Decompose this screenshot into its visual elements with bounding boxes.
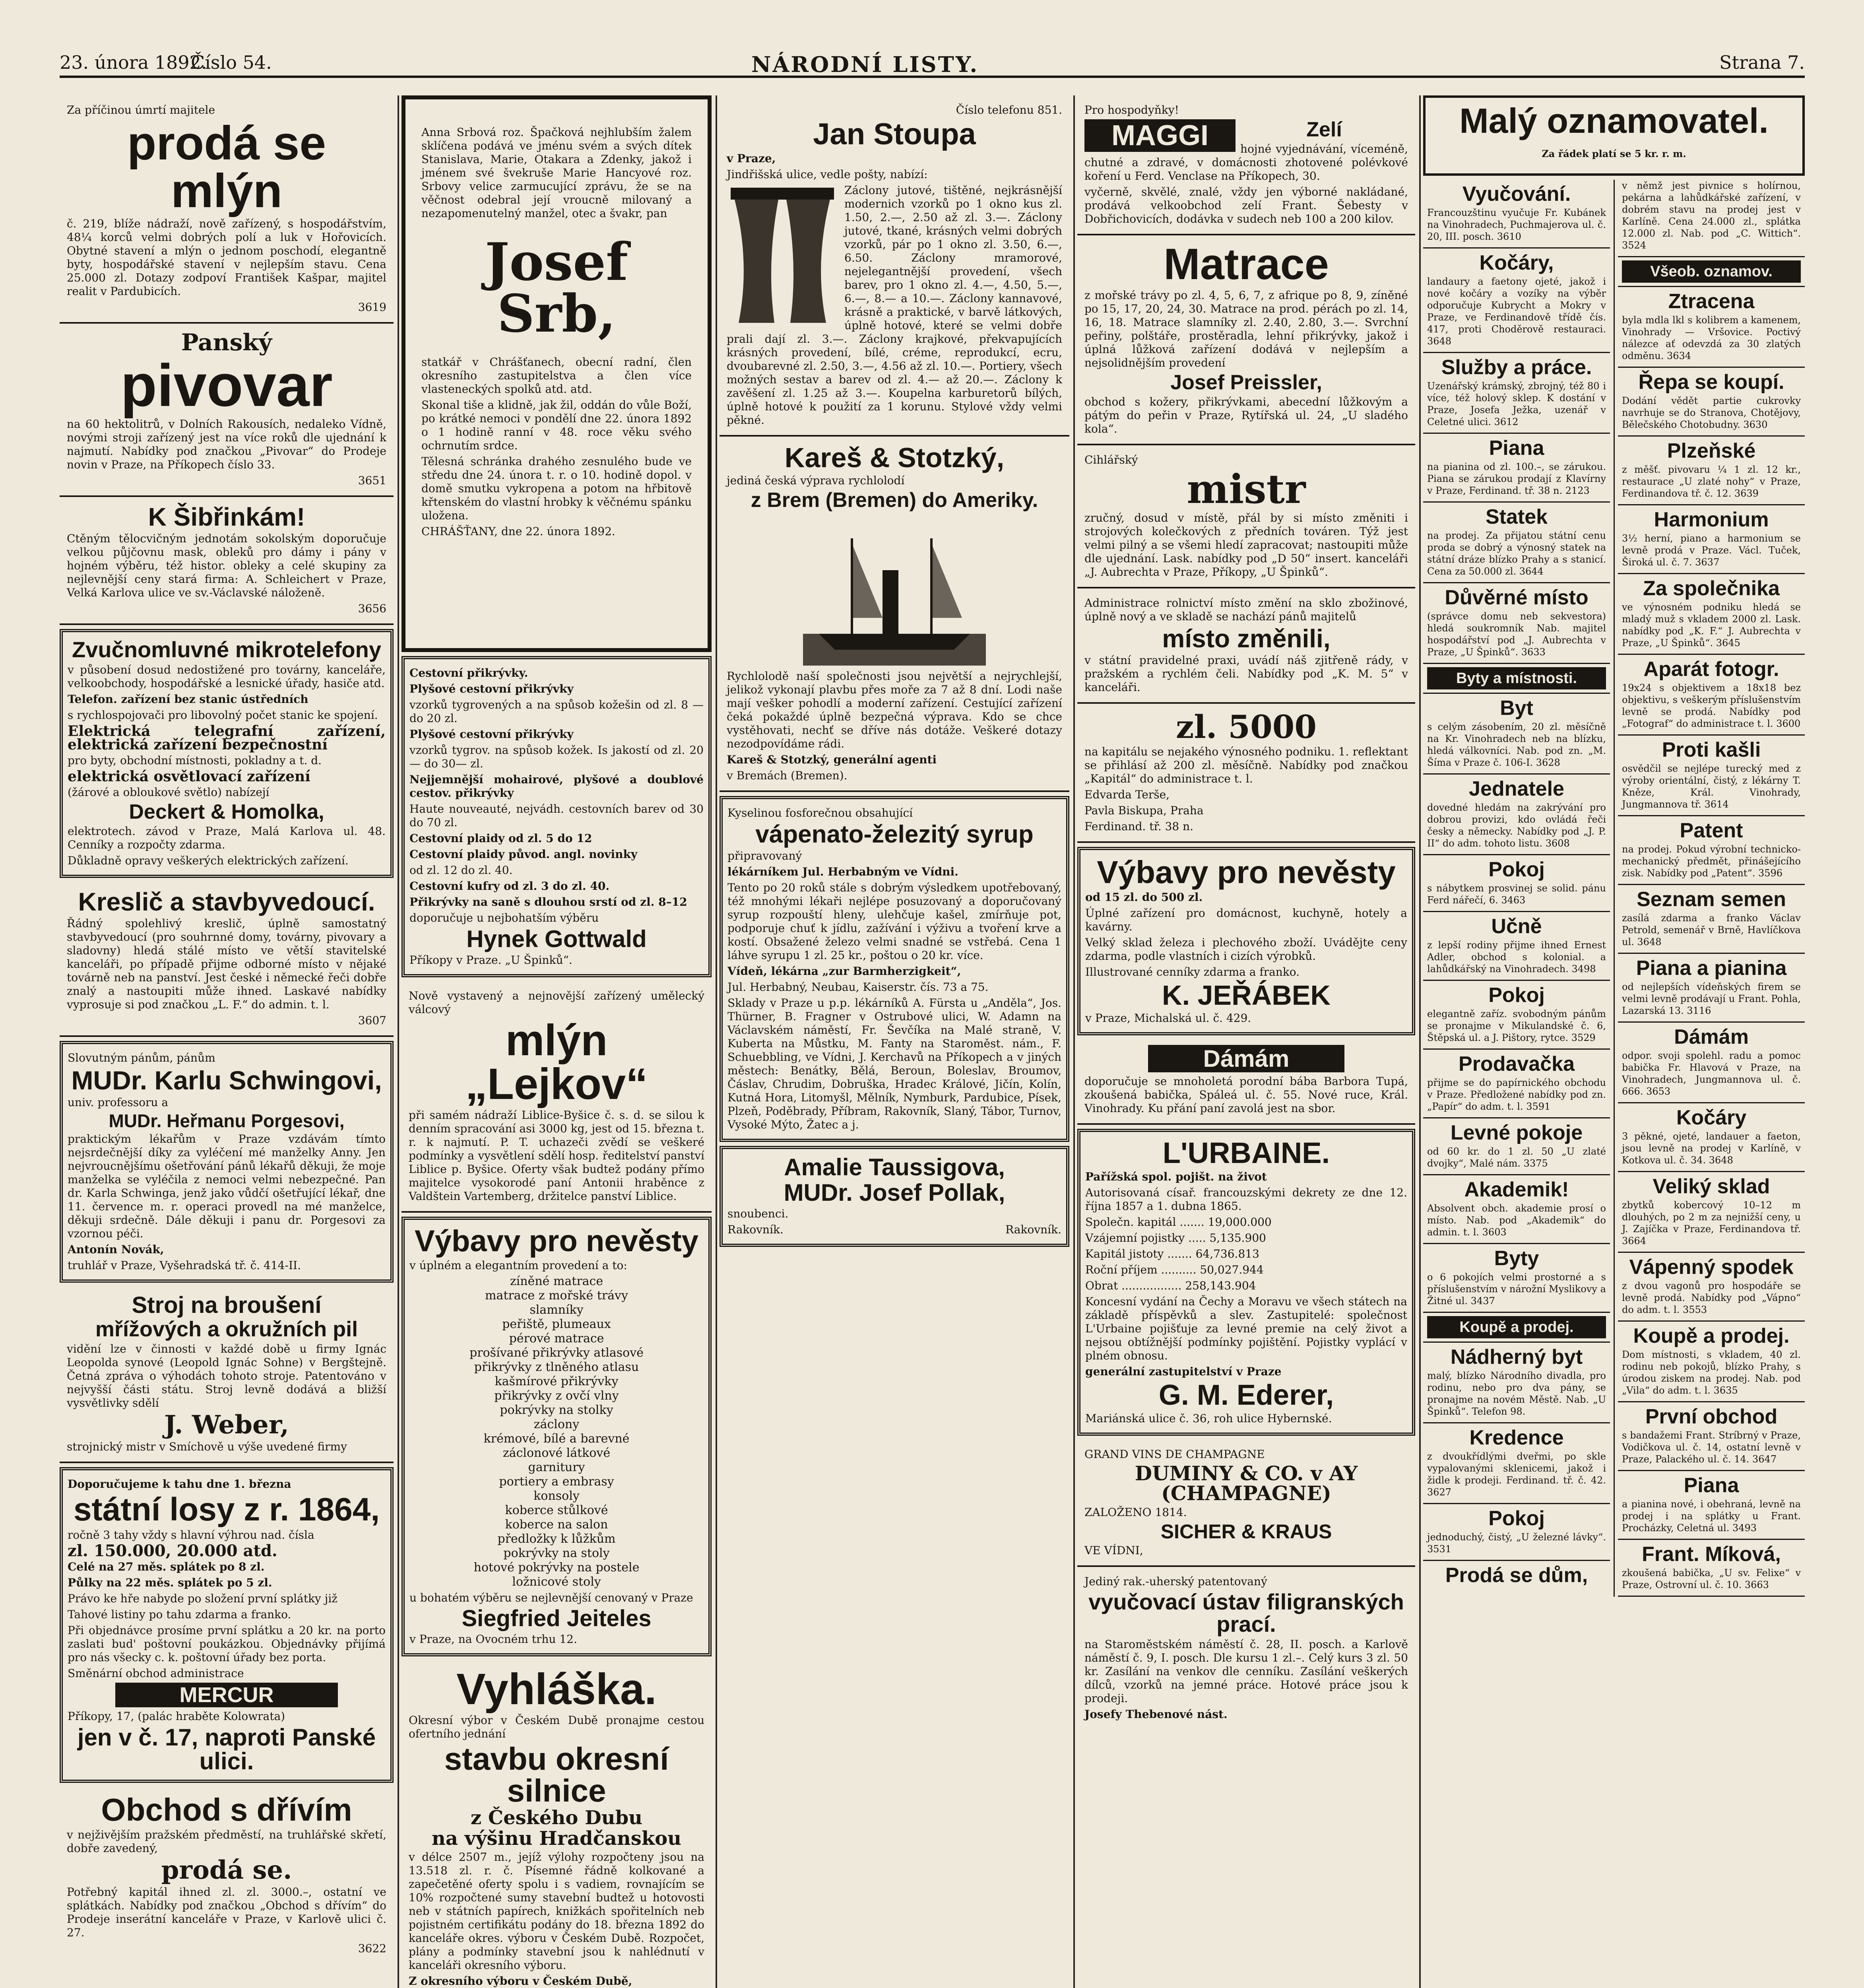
classified-heading: Koupě a prodej. (1427, 1316, 1606, 1338)
ad-brickmaster: Cihlářský mistr zručný, dosud v místě, přál by si místo změniti i strojových kolečkových z předních továren. Týž jest velmi pilný a se všemi hledí zapracovat; nastoupiti může dle ujednání. Lask. nabídky pod „D 50“ insert. kanceláři „J. Aubrechta v Praze, Příkopy, „U Špinků“. (1077, 445, 1415, 588)
classified-text: Dom místnosti, s vkladem, 40 zl. rodinu neb pokojů, blízko Prahy, s úrodou ziskem na prodej. Nab. pod „Vila“ do adm. t. l. 3635 (1622, 1349, 1801, 1396)
trousseau-item: matrace z mořské trávy (485, 1289, 628, 1303)
classified-text: dovedné hledám na zakrývání pro dobrou provizi, kdo ovládá řeči česky a německy. Nabídky pod „J. P. II“ do adm. tohoto listu. 3608 (1427, 802, 1606, 849)
classified-ad (1423, 180, 1610, 248)
ad-microtelephones: Zvučnomluvné mikrotelefony v působení dosud nedostižené pro továrny, kanceláře, velkoobchody, hospodářské a lesnické úřady, hasiče atd. Telefon. zařízení bez stanic ústředních s rychlospojovači pro libovolný počet stanic ke spojení. Elektrická telegrafní zařízení, elektrická zařízení bezpečnostní pro byty, obchodní místnosti, pokladny a t. d. elektrická osvětlovací zařízení (žárové a obloukové světlo) nabízejí Deckert & Homolka, elektrotech. závod v Praze, Malá Karlova ul. 48. Cenníky a rozpočty zdarma. Důkladně opravy veškerých elektrických zařízení. (60, 629, 394, 878)
ad-lejkov-mill: Nově vystavený a nejnovější zařízený umělecký válcový mlýn „Lejkov“ při samém nádraží Liblice-Byšice č. s. d. se silou k denním spracování asi 3000 kg, jest od 15. března t. r. k najmutí. P. T. uchazeči zvědí se veškeré podmínky a vysvětlení sdělí hosp. ředitelství panství Liblice p. Byšice. Oferty však budtež podány přímo majitelce vysokorodé paní Antonii hraběnce z Valdštein Vartemberg, držitelce panství Liblice. (402, 981, 712, 1213)
classified-heading: Důvěrné místo (1445, 586, 1589, 609)
column-2 (402, 95, 712, 1988)
ad-iron-syrup: Kyselinou fosforečnou obsahující vápenato-železitý syrup připravovaný lékárníkem Jul. Herbabným ve Vídni. Tento po 20 roků stále s dobrým výsledkem upotřebovaný, též mnohými lékaři nejlépe posuzovaný a doporučovaný syrup rozpouští hleny, ulehčuje kašel, zmírňuje pot, podporuje chuť k jídlu, zažívání i výživu a tvoření krve a kostí. Obsažené železo velmi snadné se vstřebá. Cena 1 láhve syrupu 1 zl. 25 kr., poštou o 20 kr. více. Vídeň, lékárna „zur Barmherzigkeit“, Jul. Herbabný, Neubau, Kaiserstr. čís. 73 a 75. Sklady v Praze u p.p. lékárníků A. Fürsta u „Anděla“, Jos. Thürner, B. Fragner v Ostrubové ulici, W. Adamn na Václavském náměstí, Fr. Ševčíka na Malé straně, V. Kuberta na Můstku, M. Fanty na Staroměst. nám., F. Schuebbling, ve Vídni, J. Kerchavů na Příkopech a v jiných městech: Benátky, Bělá, Beroun, Boleslav, Broumov, Čáslav, Chrudim, Dobruška, Hradec Králové, Jičín, Kolín, Kutná Hora, Litomyšl, Mělník, Nymburk, Pardubice, Písek, Plzeň, Poděbrady, Příbram, Rakovník, Slaný, Tábor, Turnov, Vysoké Mýto, Žatec a j. (720, 796, 1069, 1142)
classified-heading: Nádherný byt (1450, 1345, 1583, 1369)
classified-heading: Pokoj (1488, 1507, 1545, 1530)
classified-heading: Služby a práce. (1441, 356, 1592, 379)
ad-wood-shop: Obchod s dřívím v nejživějším pražském předměstí, na truhlářské skřetí, dobře zavedený, prodá se. Potřebný kapitál ihned zl. zl. 3000.–, ostatní ve splátkách. Nabídky pod značkou „Obchod s dřívím“ do Prodeje inserátní kanceláře v Praze, v Karlově ulici č. 27. 3622 (67, 1792, 386, 1955)
classified-ad (1618, 736, 1805, 816)
classified-text: s bandažemi Frant. Stríbrný v Praze, Vodičkova ul. č. 14, ostatní levně v Praze, Palackého ul. č. 14. 3647 (1622, 1430, 1801, 1465)
trousseau-item: pokrývky na stoly (503, 1546, 610, 1560)
ad-capital: zl. 5000 na kapitálu se nejakého výnosného podniku. 1. reflektant se přihlásí až 200 zl. měsíčně. Nabídky pod značkou „Kapitál“ do administrace t. l. Edvarda Terše, Pavla Biskupa, Praha Ferdinand. tř. 38 n. (1077, 704, 1415, 843)
classified-ad (1618, 1471, 1805, 1540)
classified-text: (správce domu neb sekvestora) hledá soukromník Nab. majitel hospodářství pod „J. Aubrechta v Praze, „U Špinků“. 3633 (1427, 611, 1606, 658)
classified-ad (1423, 1118, 1610, 1175)
column-3 (720, 95, 1069, 1988)
classified-heading: Seznam semen (1637, 888, 1786, 911)
trousseau-item: krémové, bílé a barevné (483, 1432, 630, 1446)
column-rule (398, 95, 399, 1988)
classified-ad (1423, 503, 1610, 583)
classified-text: na prodej. Pokud výrobní technicko-mechanický předmět, přinášejícího zisk. Nabídky pod „Patent“. 3596 (1622, 844, 1801, 879)
column-5 (1423, 95, 1805, 1988)
classified-heading: Piana (1489, 437, 1544, 460)
trousseau-item: koberce na salon (505, 1518, 608, 1532)
classified-ad (1423, 583, 1610, 664)
classified-heading: Učně (1491, 915, 1542, 938)
classified-text: malý, blízko Národního divadla, pro rodinu, nebo pro dva pány, se pronajme na novém Městě. Nab. „U Špinků“. Telefon 98. (1427, 1370, 1606, 1417)
classified-text: od 60 kr. do 1 zl. 50 „U zlaté dvojky“, Malé nám. 3375 (1427, 1146, 1606, 1169)
classified-ad (1423, 1313, 1610, 1343)
classified-text: Francouzštinu vyučuje Fr. Kubánek na Vinohradech, Puchmajerova ul. č. 20, III. posch. 3610 (1427, 207, 1606, 242)
classified-heading: Jednatele (1469, 777, 1564, 800)
ad-curtains-stoupa: Číslo telefonu 851. Jan Stoupa v Praze, Jindřišská ulice, vedle pošty, nabízí: Záclony jutové, tištěné, nejkrásnější modernich vzorků po 1 okno kus zl. 1.50, 2.—, 2.50 až zl. 3.—. Záclony jutové, tkané, krásných velmi dobrých vzorků, pár po 1 okno zl. 3.50, 6.—, 6.50. Záclony mramorové, nejelegantnější provedení, všech barev, pro 1 okno zl. 4.—, 4.50, 5.—, 6.—, 8.— a 10.—. Záclony kannavové, krásně a praktické, v barvě látkových, úplně hotové, které se velmi dobře prali dají zl. 3.—. Záclony krajkové, překvapujících krásných provedení, bílé, créme, reprodukcí, ecru, dvoubarevné zl. 2.50, 3.—, 4.56 až zl. 10.—. Portiery, všech možných sestav a barev od zl. 4.— až 20.—. Záclony k zavěšení zl. 1.25 až 3.—. Koupelna karburetorů bílých, úplně hotové k použití za 1 korunu. Stylové vždy velmi pěkné. (720, 95, 1069, 437)
classified-text: a pianina nové, i obehraná, levně na prodej i na splátky u Frant. Procházky, Celetná ul. 3493 (1622, 1499, 1801, 1534)
classified-ad (1618, 1253, 1805, 1322)
classified-heading: Kredence (1469, 1426, 1564, 1449)
trousseau-item: pokrývky na stolky (500, 1403, 613, 1417)
classified-heading: Byty a místnosti. (1427, 667, 1606, 689)
ad-filigree-school: Jediný rak.-uherský patentovaný vyučovací ústav filigranských prací. na Staroměstském náměstí č. 28, II. posch. a Karlově náměstí č. 9, I. posch. Dle kursu 1 zl.–. Celý kurs 3 zl. 50 kr. Zasílání na venkov dle cenníku. Zasílání veškerých dílců, vzorků na jemné práce. Hotové práce jsou k prodeji. Josefy Thebenové nást. (1084, 1575, 1408, 1721)
classified-heading: Levné pokoje (1450, 1121, 1583, 1144)
trousseau-item: přikrývky z tlněného atlasu (474, 1360, 639, 1374)
trousseau-item: garnitury (528, 1460, 585, 1474)
ad-masquerade: K Šibřinkám! Ctěným tělocvičným jednotám sokolským doporučuje velkou půjčovnu mask, obleků pro dámy i pány v hojném výběru, též histor. obleky a celé skupiny za nejlevnější ceny stará firma: A. Schleichert v Praze, Velká Karlova ulice ve sv.-Václavské náloženě. 3656 (60, 497, 394, 625)
classified-heading: První obchod (1645, 1405, 1778, 1428)
classified-ad (1423, 1423, 1610, 1504)
ad-place-change: Administrace rolnictví místo změní na sklo zbožinové, úplně nový a ve skladě se nachází pánů majitelů místo změnili, v státní pravidelné praxi, uvádí náš zjitřeně rády, v pražském a rychlém čeli. Nabídky pod „K. M. 5“ v kanceláři. (1077, 588, 1415, 704)
classified-ad (1618, 1103, 1805, 1172)
classified-text: z dvou vagonů pro hospodáře se levně prodá. Nabídky pod „Vápno“ do adm. t. l. 3553 (1622, 1280, 1801, 1315)
trousseau-item: hotové pokrývky na postele (473, 1561, 640, 1574)
ad-mattresses: Matrace z mořské trávy po zl. 4, 5, 6, 7, z afrique po 8, 9, zíněné po 15, 17, 20, 24, 30. Matrace na prod. pérách po zl. 14, 16, 18. Matrace slamníky zl. 2.40, 2.80, 3.—. Svrchní peřiny, polštáře, prostěradla, lehní přikrývky, jakož i úplná lůžková zařízení dodává v nejlepším a nejsolidnějším provedení Josef Preissler, obchod s kožery, přikrývkami, abecední lůžkovým a pátým do peřin v Praze, Rytířská ul. 24, „U sladého kola“. (1077, 235, 1415, 445)
classified-heading: Řepa se koupí. (1638, 371, 1784, 394)
classified-ad (1618, 257, 1805, 287)
trousseau-item: kašmírové přikrývky (495, 1375, 619, 1388)
classified-heading: Statek (1485, 505, 1548, 528)
classified-text: Dodání vědět partie cukrovky navrhuje se do Stranova, Chotějovy, Bělečského Chotobudny. 3630 (1622, 395, 1801, 430)
column-1 (60, 95, 394, 1988)
curtain-illustration (727, 184, 838, 327)
classified-text: ve výnosném podniku hledá se mladý muž s vkladem 2000 zl. Lask. nabídky pod „K. F.“ J. Aubrechta v Praze, „U Špinků“. 3645 (1622, 602, 1801, 648)
classified-ad (1423, 1504, 1610, 1561)
trousseau-item: prošívané přikrývky atlasové (469, 1346, 644, 1360)
classified-ad (1423, 775, 1610, 855)
trousseau-item: peřiště, plumeaux (502, 1317, 611, 1331)
classified-ad (1618, 368, 1805, 437)
classified-ad (1618, 816, 1805, 885)
classified-heading: Harmonium (1654, 508, 1769, 531)
issue-date: 23. února 1892. (60, 52, 207, 73)
classified-text: Absolvent obch. akademie prosí o místo. Nab. pod „Akademik“ do admin. t. l. 3603 (1427, 1203, 1606, 1238)
classified-heading: Ztracena (1668, 290, 1755, 313)
trousseau-item: předložky k lůžkům (497, 1532, 616, 1546)
ad-trousseaus: Výbavy pro nevěsty v úplném a elegantním provedení a to: zíněné matrace matrace z mořské trávy slamníky peřiště, plumeaux pérové matrace prošívané přikrývky atlasové přikrývky z tlněného atlasu kašmírové přikrývky přikrývky z ovčí vlny pokrývky na stolky záclony krémové, bílé a barevné záclonové látkové garnitury portiery a embrasy konsoly koberce stůlkové koberce na salon předložky k lůžkům pokrývky na stoly hotové pokrývky na postele ložnicové stoly u bohatém výběru se nejlevnější cenovaný v Praze Siegfried Jeiteles v Praze, na Ovocném trhu 12. (402, 1217, 712, 1656)
classified-text: jednoduchý, čistý, „U železné lávky“. 3531 (1427, 1532, 1606, 1555)
classified-ad (1423, 353, 1610, 434)
ad-draftsman: Kreslič a stavbyvedoucí. Řádný spolehlivý kreslič, úplně samostatný stavbyvedoucí (pro souhrnné domy, továrny, pivovary a sladovny) hledá stálé místo ve větší stavitelské kanceláři, po případě přijme odborné místo v nějaké továrně neb na panství. Jest české i německé řeči dobře znalý a nastoupiti může ihned. Laskavé nabídky vyprosuje si pod značkou „L. F.“ do admin. t. l. 3607 (60, 882, 394, 1037)
classified-text: na prodej. Za přijatou státní cenu proda se dobrý a výnosný statek na státní dráze blízko Prahy a s stanicí. Cena za 50.000 zl. 3644 (1427, 530, 1606, 577)
classified-heading: Byt (1500, 697, 1533, 720)
classified-ad (1423, 1343, 1610, 1423)
classified-ad (1618, 437, 1805, 505)
classified-heading: Patent (1680, 819, 1743, 842)
classified-ad (1618, 574, 1805, 655)
ad-shipping-america: Kareš & Stotzký, jediná česká výprava rychlolodí z Brem (Bremen) do Ameriky. Rychlolodě naší společnosti jsou největší a nejrychlejší, jelikož vykonají plavbu přes moře za 7 až 8 dní. Lodi naše mají vešker pohodlí a moderní zařízení. Cestující zařízení čeká pokaždé úplně bezpečná výprava. Kdo se chce vystěhovati, nechť se dříve nás dotáže. Veškeré dotazy nezodpovídáme rádi. Kareš & Stotzký, generální agenti v Bremách (Bremen). (720, 437, 1069, 792)
ad-jerabek: Výbavy pro nevěsty od 15 zl. do 500 zl. Úplné zařízení pro domácnost, kuchyně, hotely a kavárny. Velký sklad železa i plechového zboží. Uvádějte ceny zdarma, podle vlastních i cizích výrobků. Illustrované cenníky zdarma a franko. K. JEŘÁBEK v Praze, Michalská ul. č. 429. (1077, 847, 1415, 1035)
classified-heading: Plzeňské (1667, 439, 1756, 462)
classified-text: odpor. svoji spolehl. radu a pomoc babička Fr. Hlavová v Praze, na Vinohradech, Jungmannova ul. č. 666. 3653 (1622, 1050, 1801, 1097)
ad-urbaine-insurance: L'URBAINE. Pařížská spol. pojišt. na život Autorisovaná císař. francouzskými dekrety ze dne 12. října 1857 a 1. dubna 1865. Společn. kapitál ....... 19,000.000 Vzájemní pojistky ..... 5,135.900 Kapitál jistoty ....... 64,736.813 Roční příjem .......... 50,027.944 Obrat ................. 258,143.904 Koncesní vydání na Čechy a Moravu ve všech státech na základě příspěvků a slev. Zastupitelé: společnost L'Urbaine pojišťuje za levné premie na celý život a nejsou obtížnější podmínky pojištění. Pojistky vyplácí v plném obnosu. generální zastupitelství v Praze G. M. Ederer, Mariánská ulice č. 36, roh ulice Hybernské. (1077, 1129, 1415, 1436)
classified-text: Uzenářský krámský, zbrojný, též 80 i více, též holový sklep. K dostání v Praze, Josefa Ježka, uzenář v Celetné ulici. 3612 (1427, 381, 1606, 427)
trousseau-item: záclony (533, 1417, 580, 1431)
classified-heading: Všeob. oznamov. (1622, 260, 1801, 283)
classified-ad (1618, 954, 1805, 1023)
classified-heading: Proti kašli (1662, 738, 1761, 761)
ad-champagne: GRAND VINS DE CHAMPAGNE DUMINY & CO. v AY (CHAMPAGNE) ZALOŽENO 1814. SICHER & KRAUS VE VÍDNI, (1077, 1440, 1415, 1567)
classified-text: zkoušená babička, „U sv. Felixe“ v Praze, Ostrovní ul. č. 10. 3663 (1622, 1567, 1801, 1590)
ad-mill-sale: Za příčinou úmrtí majitele prodá se mlýn č. 219, blíže nádraží, nově zařízený, s hospodářstvím, 48¼ korců velmi dobrých polí a luk v Hořovicích. Obytné stavení a mlýn o jednom poschodí, elegantně byty, hospodářské stavení v nejlepším stavu. Cena 25.000 zl. Dotazy zodpoví František Kašpar, majitel realit v Pardubicích. 3619 (60, 95, 394, 324)
classified-ad (1618, 1023, 1805, 1103)
classified-ad (1618, 287, 1805, 368)
ad-midwife: Dámám doporučuje se mnoholetá porodní bába Barbora Tupá, zkoušená babička, Spáleá ul. č. 55. Nové ruce, Král. Vinohrady. Ku přání paní zavolá jest na sbor. (1077, 1039, 1415, 1125)
column-rule (1073, 95, 1075, 1988)
column-4 (1077, 95, 1415, 1988)
classified-text: s celým zásobením, 20 zl. měsíčně na Kr. Vinohradech neb na blízku, hledá válkovníci. Nab. pod zn. „M. Šíma v Praze č. 106-I. 3628 (1427, 721, 1606, 768)
classified-heading: Prodá se dům, (1445, 1564, 1588, 1587)
column-rule (1419, 95, 1421, 1988)
ad-state-lottery: Doporučujeme k tahu dne 1. března státní losy z r. 1864, ročně 3 tahy vždy s hlavní výhrou nad. čísla zl. 150.000, 20.000 atd. Celé na 27 měs. splátek po 8 zl. Půlky na 22 měs. splátek po 5 zl. Právo ke hře nabyde po složení první splátky již Tahové listiny po tahu zdarma a franko. Při objednávce prosíme první splátku a 20 kr. na porto zaslati bud' poštovní poukázkou. Objednávky přijímá pro nás všecky c. k. poštovní úřady bez porta. Směnární obchod administrace MERCUR Příkopy, 17, (palác hraběte Kolowrata) jen v č. 17, naproti Panské ulici. (60, 1467, 394, 1783)
classified-ad (1618, 885, 1805, 954)
classified-text: v němž jest pivnice s holírnou, pekárna a lahůdkářské zařízení, v dobrém stavu na prodej jest v Karlíně. Cena 24.000 zl., splátka 12.000 zl. Nab. pod „C. Wittich“. 3524 (1622, 180, 1801, 251)
classified-text: byla mdla lkl s kolibrem a kamenem, Vinohrady — Vršovice. Poctivý nálezce ať odevzdá za 30 zlatých odměnu. 3634 (1622, 315, 1801, 361)
classified-heading: Kočáry, (1479, 251, 1554, 274)
classified-ad (1618, 1402, 1805, 1471)
classified-text: 3½ herní, piano a harmonium se levně prodá v Praze. Václ. Tuček, Široká ul. č. 7. 3637 (1622, 533, 1801, 568)
classified-text: o 6 pokojích velmi prostorné a s příslušenstvím v nárožní Myslikovy a Žitné ul. 3437 (1427, 1272, 1606, 1307)
classified-heading: Za společnika (1643, 577, 1780, 600)
classified-heading: Prodavačka (1459, 1052, 1575, 1076)
classified-text: osvědčil se nejlépe turecký med z výroby orientální, čistý, z lékárny T. Kněze, Král. Vinohrady, Jungmannova tř. 3614 (1622, 763, 1801, 810)
classified-heading: Frant. Míková, (1642, 1543, 1781, 1566)
newspaper-title: NÁRODNÍ LISTY. (751, 52, 979, 77)
classified-ad (1423, 694, 1610, 775)
page-number: Strana 7. (1719, 52, 1805, 73)
trousseau-item: ložnicové stoly (512, 1575, 601, 1589)
classified-ad (1618, 1540, 1805, 1597)
trousseau-item: pérové matrace (509, 1332, 604, 1345)
classified-heading: Pokoj (1488, 984, 1545, 1007)
classified-ad (1423, 248, 1610, 353)
classified-heading: Piana (1684, 1474, 1739, 1497)
trousseau-items (409, 1275, 704, 1589)
trousseau-item: portiery a embrasy (499, 1475, 614, 1489)
classified-text: na pianina od zl. 100.–, se zárukou. Piana se zárukou prodají z Klavírny v Praze, Ferdinand. tř. 38 n. 2123 (1427, 461, 1606, 496)
classifieds-list (1423, 180, 1805, 1597)
classified-heading: Aparát fotogr. (1643, 658, 1779, 681)
classified-text: zbytků kobercový 10–12 m dlouhých, po 2 m za nejnižší ceny, u J. Zajíčka v Praze, Ferdinandova tř. 3664 (1622, 1200, 1801, 1246)
classified-ad (1423, 664, 1610, 694)
classified-text: landaury a faetony ojeté, jakož i nové kočáry a vozíky na výběr odporučuje Kubrycht a Mokry v Praze, ve Ferdinandově třídě čís. 417, proti Choděrově restauraci. 3648 (1427, 276, 1606, 347)
ad-thanks-doctors: Slovutným pánům, pánům MUDr. Karlu Schwingovi, univ. professoru a MUDr. Heřmanu Porgesovi, praktickým lékařům v Praze vzdávám tímto nejsrdečnější díky za vyléčení mé manželky Anny. Jen nejvroucnějšímu ošetřování pánů lékařů děkuji, že moje manželka se vyléčila z nemoci velmi nebezpečné. Pan dr. Karla Schwinga, jenž jako vůdčí ošetřující lékař, dne 11. července m. r. operaci provedl na mé manželce, děkuji srdečně. Dále děkuji i panu dr. Porgesovi za vzornou péči. Antonín Novák, truhlář v Praze, Vyšehradská tř. č. 414-II. (60, 1041, 394, 1283)
ad-maggi: Pro hospodyňky! MAGGI Zelí hojné vyjednávání, víceméně, chutné a zdravé, v domácnosti zhotovené polévkové koření u Ferd. Venclase na Příkopech, 30. vyčerně, skvělé, znalé, vždy jen výborné nakládané, prodává velkoobchod zelí Frant. Šebesty v Dobřichovicích, dodávka v sudech neb 100 a 200 kilov. (1077, 95, 1415, 235)
issue-number: Číslo 54. (191, 52, 272, 73)
classified-text: od nejlepších vídeňských firem se velmi levně prodávají u Frant. Pohla, Lazarská 13. 3116 (1622, 981, 1801, 1016)
classified-ad (1423, 434, 1610, 503)
column-rule (716, 95, 717, 1988)
engagement-notice: Amalie Taussigova, MUDr. Josef Pollak, snoubenci. Rakovník. Rakovník. (720, 1146, 1069, 1247)
classified-ad (1423, 1050, 1610, 1118)
trousseau-item: záclonové látkové (502, 1446, 611, 1460)
classified-text: 19x24 s objektivem a 18x18 bez objektivu, s veškerým příslušenstvím levně se prodá. Nabídky pod „Fotograf“ do administrace t. l. 3600 (1622, 682, 1801, 729)
trousseau-item: zíněné matrace (510, 1274, 603, 1288)
classified-ad (1618, 1172, 1805, 1253)
trousseau-item: koberce stůlkové (505, 1503, 608, 1517)
page-header (60, 44, 1805, 78)
classified-heading: Vápenný spodek (1629, 1256, 1794, 1279)
ad-brewery: Panský pivovar na 60 hektolitrů, v Dolních Rakousích, nedaleko Vídně, novými stroji zařízený jest na více roků dle ujednání k najmutí. Nabídky pod značkou „Pivovar“ do Prodeje novin v Praze, na Příkopech číslo 33. 3651 (60, 324, 394, 497)
ad-travel-blankets: Cestovní přikrývky. Plyšové cestovní přikrývky vzorků tygrovených a na spůsob kožešin od zl. 8 — do 20 zl. Plyšové cestovní přikrývky vzorků tygrov. na spůsob kožek. Is jakostí od zl. 20— do 30— zl. Nejjemnější mohairové, plyšové a doublové cestov. přikrývky Haute nouveauté, nejvádh. cestovních barev od 30 do 70 zl. Cestovní plaidy od zl. 5 do 12 Cestovní plaidy původ. angl. novinky od zl. 12 do zl. 40. Cestovní kufry od zl. 3 do zl. 40. Přikrývky na saně s dlouhou srstí od zl. 8–12 doporučuje u nejbohatším výběru Hynek Gottwald Příkopy v Praze. „U Špinků“. (402, 656, 712, 977)
classified-ad (1618, 655, 1805, 736)
classified-heading: Veliký sklad (1653, 1175, 1770, 1198)
ad-road-tender: Vyhláška. Okresní výbor v Českém Dubě pronajme cestou ofertního jednání stavbu okresní silnice z Českého Dubu na výšinu Hradčanskou v délce 2507 m., jejíž výlohy rozpočteny jsou na 13.518 zl. r. č. Písemné řádně kolkované a zapečetěné oferty spolu i s vadiem, rovnajícím se 10% rozpočtené sumy stavební budtež u hotovosti neb v státních papírech, knižkách spořitelních neb pojistném certifikátu podány do 18. března 1892 do kanceláře okres. výboru v Českém Dubě. Rozpočet, plány a podmínky stavební jsou k nahlédnutí v kanceláři okresního výboru. Z okresního výboru v Českém Dubě, (409, 1665, 704, 1988)
classified-text: z dvoukřídlými dveřmi, po skle vypalovanými sklenicemi, jakož i židle k prodeji. Ferdinand. tř. č. 42. 3627 (1427, 1451, 1606, 1498)
classified-ad (1423, 1244, 1610, 1313)
classified-text: přijme se do papírnického obchodu v Praze. Předložené nabídky pod zn. „Papír“ do adm. t. l. 3591 (1427, 1077, 1606, 1112)
classified-ad (1618, 1322, 1805, 1402)
classified-text: zasílá zdarma a franko Václav Petrold, semenář v Brně, Havlíčkova ul. 3648 (1622, 912, 1801, 947)
ad-saw-grinder: Stroj na broušení mřížových a okružních pil vidění lze v činnosti v každé době u firmy Ignác Leopolda synové (Leopold Ignác Sohne) v Bergštejně. Četná zpráva o výhodách tohoto stroje. Patentováno v nejvyšší části státu. Stroj levně dodává a bližší vysvětlivky sdělí J. Weber, strojnický mistr v Smíchově u výše uvedené firmy (60, 1287, 394, 1463)
classified-ad (1423, 855, 1610, 912)
trousseau-item: přikrývky z ovčí vlny (494, 1389, 619, 1403)
classifieds-header: Malý oznamovatel. Za řádek platí se 5 kr. r. m. (1423, 95, 1805, 176)
classified-heading: Dámám (1674, 1025, 1749, 1048)
classified-text: elegantně zaříz. svobodným pánům se pronajme v Mikulandské č. 6, Štěpská ul. a J. Pištory, rytce. 3529 (1427, 1008, 1606, 1043)
classified-heading: Piana a pianina (1636, 957, 1787, 980)
obituary-notice: Anna Srbová roz. Špačková nejhlubším žalem sklíčena podává ve jménu svém a svých dítek Stanislava, Marie, Otakara a Zdenky, jakož i jménem své švekruše Marie Hancyové roz. Srbovy velice zarmucující zprávu, že se na věčnost odebral její vroucně milovaný a nezapomenutelný manžel, otec a švakr, pan Josef Srb, statkář v Chrášťanech, obecní radní, člen okresního zastupitelstva a člen více vlasteneckých spolků atd. atd. Skonal tiše a klidně, jak žil, oddán do vůle Boží, po krátké nemoci v pondělí dne 22. února 1892 o 1 hodině ranní v 48. roce věku svého ochrnutím srdce. Tělesná schránka drahého zesnulého bude ve středu dne 24. února t. r. o 10. hodině dopol. v domě smutku vykropena a potom na hřbitově křtenském do vlastní hrobky k věčnému spánku uložena. CHRÁŠŤANY, dne 22. února 1892. (402, 95, 712, 652)
classified-ad (1423, 1175, 1610, 1244)
classified-heading: Vyučování. (1462, 182, 1571, 206)
classified-text: 3 pěkné, ojeté, landauer a faeton, jsou levně na prodej v Karlíně, v Kotkova ul. č. 34. 3648 (1622, 1131, 1801, 1166)
classified-heading: Byty (1494, 1247, 1539, 1270)
trousseau-item: konsoly (533, 1489, 580, 1503)
classified-heading: Akademik! (1464, 1178, 1569, 1201)
classified-heading: Kočáry (1676, 1106, 1747, 1129)
classified-heading: Koupě a prodej. (1633, 1324, 1790, 1347)
classified-heading: Pokoj (1488, 858, 1545, 881)
classified-text: z měšť. pivovaru ¼ 1 zl. 12 kr., restaurace „U zlaté nohy“ v Praze, Ferdinandova tř. č. 12. 3639 (1622, 464, 1801, 499)
classified-ad (1423, 981, 1610, 1050)
classified-ad (1618, 505, 1805, 574)
classified-ad (1423, 912, 1610, 981)
trousseau-item: slamníky (530, 1303, 584, 1317)
classified-text: s nábytkem prosvinej se solid. pánu Ferd nářečí, 6. 3463 (1427, 883, 1606, 906)
steamship-illustration (803, 514, 986, 666)
classified-text: z lepší rodiny přijme ihned Ernest Adler, obchod s kolonial. a lahůdkářský na Vinohradech. 3498 (1427, 940, 1606, 975)
